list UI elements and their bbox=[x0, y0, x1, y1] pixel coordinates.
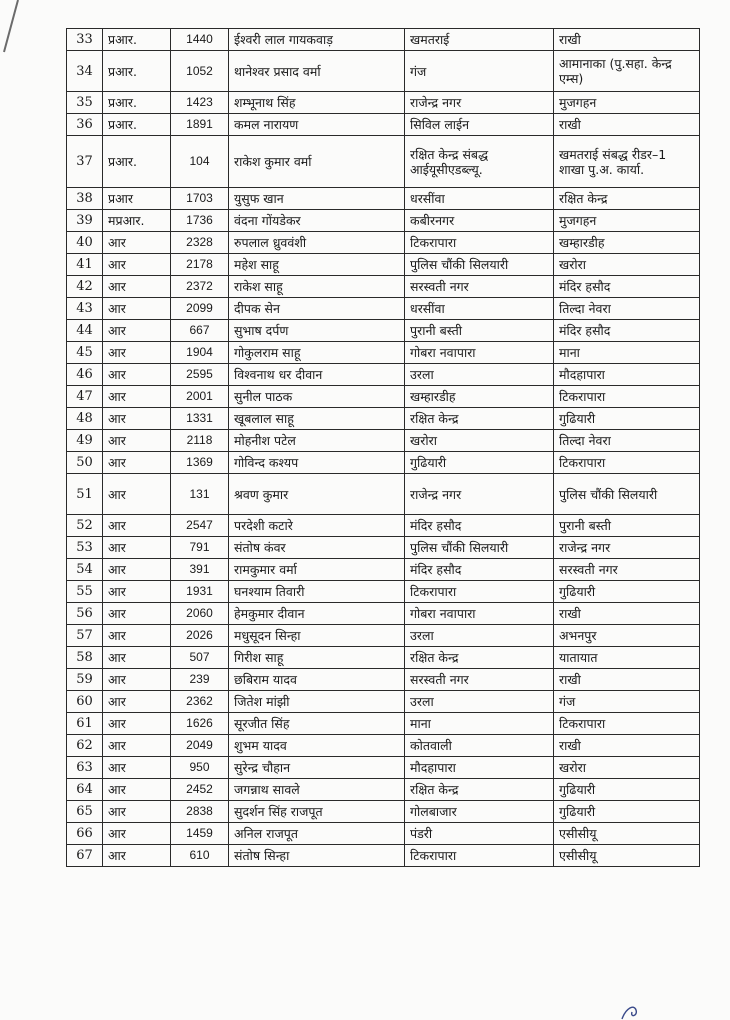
employee-name-cell: शुभम यादव bbox=[229, 735, 405, 757]
new-posting-cell: तिल्दा नेवरा bbox=[554, 430, 700, 452]
signature-mark bbox=[612, 1002, 652, 1020]
rank-cell: आर bbox=[103, 232, 171, 254]
table-row bbox=[67, 364, 700, 386]
badge-number-cell: 791 bbox=[171, 537, 229, 559]
table-row bbox=[67, 603, 700, 625]
current-posting-cell: पुरानी बस्ती bbox=[405, 320, 554, 342]
badge-number-cell: 2595 bbox=[171, 364, 229, 386]
badge-number-cell: 2060 bbox=[171, 603, 229, 625]
employee-name-cell: सूरजीत सिंह bbox=[229, 713, 405, 735]
current-posting-cell: कोतवाली bbox=[405, 735, 554, 757]
serial-number-cell: 61 bbox=[67, 713, 103, 735]
serial-number-cell: 43 bbox=[67, 298, 103, 320]
serial-number-cell: 49 bbox=[67, 430, 103, 452]
badge-number-cell: 1931 bbox=[171, 581, 229, 603]
table-row bbox=[67, 136, 700, 188]
serial-number-cell: 55 bbox=[67, 581, 103, 603]
serial-number-cell: 50 bbox=[67, 452, 103, 474]
rank-cell: आर bbox=[103, 801, 171, 823]
rank-cell: आर bbox=[103, 515, 171, 537]
serial-number-cell: 63 bbox=[67, 757, 103, 779]
rank-cell: आर bbox=[103, 474, 171, 515]
serial-number-cell: 51 bbox=[67, 474, 103, 515]
new-posting-cell: राखी bbox=[554, 114, 700, 136]
current-posting-cell: गंज bbox=[405, 51, 554, 92]
new-posting-cell: राखी bbox=[554, 29, 700, 51]
employee-name-cell: जितेश मांझी bbox=[229, 691, 405, 713]
new-posting-cell: टिकरापारा bbox=[554, 386, 700, 408]
table-row bbox=[67, 757, 700, 779]
employee-name-cell: थानेश्वर प्रसाद वर्मा bbox=[229, 51, 405, 92]
new-posting-cell: पुरानी बस्ती bbox=[554, 515, 700, 537]
badge-number-cell: 2372 bbox=[171, 276, 229, 298]
badge-number-cell: 239 bbox=[171, 669, 229, 691]
employee-name-cell: सुनील पाठक bbox=[229, 386, 405, 408]
table-row bbox=[67, 408, 700, 430]
current-posting-cell: खरोरा bbox=[405, 430, 554, 452]
table-row bbox=[67, 29, 700, 51]
new-posting-cell: अभनपुर bbox=[554, 625, 700, 647]
current-posting-cell: मंदिर हसौद bbox=[405, 559, 554, 581]
table-row bbox=[67, 537, 700, 559]
current-posting-cell: रक्षित केन्द्र bbox=[405, 408, 554, 430]
rank-cell: आर bbox=[103, 581, 171, 603]
new-posting-cell: गुढियारी bbox=[554, 581, 700, 603]
badge-number-cell: 391 bbox=[171, 559, 229, 581]
current-posting-cell: उरला bbox=[405, 364, 554, 386]
table-row bbox=[67, 581, 700, 603]
badge-number-cell: 2838 bbox=[171, 801, 229, 823]
new-posting-cell: राखी bbox=[554, 669, 700, 691]
current-posting-cell: सरस्वती नगर bbox=[405, 276, 554, 298]
transfer-roster-table bbox=[66, 28, 700, 867]
new-posting-cell: रक्षित केन्द्र bbox=[554, 188, 700, 210]
serial-number-cell: 56 bbox=[67, 603, 103, 625]
table-row bbox=[67, 779, 700, 801]
roster-body bbox=[67, 29, 700, 867]
badge-number-cell: 1331 bbox=[171, 408, 229, 430]
rank-cell: आर bbox=[103, 364, 171, 386]
table-row bbox=[67, 845, 700, 867]
rank-cell: आर bbox=[103, 603, 171, 625]
table-row bbox=[67, 823, 700, 845]
rank-cell: आर bbox=[103, 757, 171, 779]
serial-number-cell: 48 bbox=[67, 408, 103, 430]
table-row bbox=[67, 386, 700, 408]
employee-name-cell: गिरीश साहू bbox=[229, 647, 405, 669]
table-row bbox=[67, 342, 700, 364]
table-row bbox=[67, 430, 700, 452]
employee-name-cell: घनश्याम तिवारी bbox=[229, 581, 405, 603]
serial-number-cell: 62 bbox=[67, 735, 103, 757]
badge-number-cell: 1052 bbox=[171, 51, 229, 92]
serial-number-cell: 54 bbox=[67, 559, 103, 581]
current-posting-cell: कबीरनगर bbox=[405, 210, 554, 232]
rank-cell: आर bbox=[103, 669, 171, 691]
table-row bbox=[67, 559, 700, 581]
table-row bbox=[67, 647, 700, 669]
new-posting-cell: खरोरा bbox=[554, 757, 700, 779]
rank-cell: प्रआर. bbox=[103, 29, 171, 51]
employee-name-cell: महेश साहू bbox=[229, 254, 405, 276]
serial-number-cell: 41 bbox=[67, 254, 103, 276]
table-row bbox=[67, 51, 700, 92]
new-posting-cell: राजेन्द्र नगर bbox=[554, 537, 700, 559]
current-posting-cell: मौदहापारा bbox=[405, 757, 554, 779]
employee-name-cell: दीपक सेन bbox=[229, 298, 405, 320]
new-posting-cell: राखी bbox=[554, 735, 700, 757]
employee-name-cell: मोहनीश पटेल bbox=[229, 430, 405, 452]
new-posting-cell: तिल्दा नेवरा bbox=[554, 298, 700, 320]
serial-number-cell: 66 bbox=[67, 823, 103, 845]
serial-number-cell: 57 bbox=[67, 625, 103, 647]
new-posting-cell: राखी bbox=[554, 603, 700, 625]
current-posting-cell: गोलबाजार bbox=[405, 801, 554, 823]
new-posting-cell: माना bbox=[554, 342, 700, 364]
table-row bbox=[67, 298, 700, 320]
badge-number-cell: 1369 bbox=[171, 452, 229, 474]
rank-cell: प्रआर. bbox=[103, 92, 171, 114]
new-posting-cell: मौदहापारा bbox=[554, 364, 700, 386]
new-posting-cell: एसीसीयू bbox=[554, 845, 700, 867]
employee-name-cell: युसुफ खान bbox=[229, 188, 405, 210]
new-posting-cell: मुजगहन bbox=[554, 210, 700, 232]
badge-number-cell: 1440 bbox=[171, 29, 229, 51]
employee-name-cell: जगन्नाथ सावले bbox=[229, 779, 405, 801]
rank-cell: आर bbox=[103, 386, 171, 408]
current-posting-cell: गोबरा नवापारा bbox=[405, 603, 554, 625]
table-row bbox=[67, 515, 700, 537]
serial-number-cell: 34 bbox=[67, 51, 103, 92]
current-posting-cell: माना bbox=[405, 713, 554, 735]
new-posting-cell: खरोरा bbox=[554, 254, 700, 276]
table-row bbox=[67, 625, 700, 647]
new-posting-cell: गुढियारी bbox=[554, 408, 700, 430]
serial-number-cell: 40 bbox=[67, 232, 103, 254]
current-posting-cell: रक्षित केन्द्र bbox=[405, 779, 554, 801]
serial-number-cell: 58 bbox=[67, 647, 103, 669]
current-posting-cell: टिकरापारा bbox=[405, 581, 554, 603]
badge-number-cell: 950 bbox=[171, 757, 229, 779]
current-posting-cell: गुढियारी bbox=[405, 452, 554, 474]
table-row bbox=[67, 669, 700, 691]
rank-cell: प्रआर. bbox=[103, 114, 171, 136]
current-posting-cell: पुलिस चौंकी सिलयारी bbox=[405, 254, 554, 276]
table-row bbox=[67, 276, 700, 298]
current-posting-cell: मंदिर हसौद bbox=[405, 515, 554, 537]
rank-cell: आर bbox=[103, 691, 171, 713]
current-posting-cell: रक्षित केन्द्र संबद्ध आईयूसीएडब्ल्यू. bbox=[405, 136, 554, 188]
new-posting-cell: मंदिर हसौद bbox=[554, 320, 700, 342]
employee-name-cell: सुदर्शन सिंह राजपूत bbox=[229, 801, 405, 823]
serial-number-cell: 64 bbox=[67, 779, 103, 801]
serial-number-cell: 52 bbox=[67, 515, 103, 537]
serial-number-cell: 33 bbox=[67, 29, 103, 51]
page-fold-mark bbox=[0, 0, 30, 55]
serial-number-cell: 67 bbox=[67, 845, 103, 867]
employee-name-cell: संतोष कंवर bbox=[229, 537, 405, 559]
serial-number-cell: 47 bbox=[67, 386, 103, 408]
employee-name-cell: रामकुमार वर्मा bbox=[229, 559, 405, 581]
current-posting-cell: टिकरापारा bbox=[405, 845, 554, 867]
rank-cell: आर bbox=[103, 735, 171, 757]
current-posting-cell: खम्हारडीह bbox=[405, 386, 554, 408]
employee-name-cell: गोविन्द कश्यप bbox=[229, 452, 405, 474]
current-posting-cell: खमतराई bbox=[405, 29, 554, 51]
badge-number-cell: 131 bbox=[171, 474, 229, 515]
table-row bbox=[67, 188, 700, 210]
employee-name-cell: छबिराम यादव bbox=[229, 669, 405, 691]
employee-name-cell: हेमकुमार दीवान bbox=[229, 603, 405, 625]
table-row bbox=[67, 735, 700, 757]
serial-number-cell: 37 bbox=[67, 136, 103, 188]
new-posting-cell: खम्हारडीह bbox=[554, 232, 700, 254]
badge-number-cell: 2026 bbox=[171, 625, 229, 647]
new-posting-cell: मुजगहन bbox=[554, 92, 700, 114]
serial-number-cell: 60 bbox=[67, 691, 103, 713]
badge-number-cell: 104 bbox=[171, 136, 229, 188]
current-posting-cell: राजेन्द्र नगर bbox=[405, 474, 554, 515]
table-row bbox=[67, 320, 700, 342]
badge-number-cell: 2118 bbox=[171, 430, 229, 452]
serial-number-cell: 53 bbox=[67, 537, 103, 559]
new-posting-cell: एसीसीयू bbox=[554, 823, 700, 845]
current-posting-cell: सिविल लाईन bbox=[405, 114, 554, 136]
current-posting-cell: धरसींवा bbox=[405, 188, 554, 210]
rank-cell: आर bbox=[103, 559, 171, 581]
current-posting-cell: सरस्वती नगर bbox=[405, 669, 554, 691]
serial-number-cell: 42 bbox=[67, 276, 103, 298]
employee-name-cell: राकेश कुमार वर्मा bbox=[229, 136, 405, 188]
employee-name-cell: राकेश साहू bbox=[229, 276, 405, 298]
badge-number-cell: 507 bbox=[171, 647, 229, 669]
badge-number-cell: 1423 bbox=[171, 92, 229, 114]
table-row bbox=[67, 114, 700, 136]
rank-cell: आर bbox=[103, 845, 171, 867]
current-posting-cell: उरला bbox=[405, 625, 554, 647]
employee-name-cell: विश्वनाथ धर दीवान bbox=[229, 364, 405, 386]
employee-name-cell: सुरेन्द्र चौहान bbox=[229, 757, 405, 779]
badge-number-cell: 2362 bbox=[171, 691, 229, 713]
employee-name-cell: अनिल राजपूत bbox=[229, 823, 405, 845]
badge-number-cell: 2099 bbox=[171, 298, 229, 320]
table-row bbox=[67, 801, 700, 823]
table-row bbox=[67, 254, 700, 276]
employee-name-cell: संतोष सिन्हा bbox=[229, 845, 405, 867]
badge-number-cell: 1626 bbox=[171, 713, 229, 735]
rank-cell: आर bbox=[103, 254, 171, 276]
current-posting-cell: पुलिस चौंकी सिलयारी bbox=[405, 537, 554, 559]
employee-name-cell: परदेशी कटारे bbox=[229, 515, 405, 537]
new-posting-cell: गंज bbox=[554, 691, 700, 713]
employee-name-cell: वंदना गोंयडेकर bbox=[229, 210, 405, 232]
table-row bbox=[67, 452, 700, 474]
rank-cell: आर bbox=[103, 408, 171, 430]
new-posting-cell: सरस्वती नगर bbox=[554, 559, 700, 581]
badge-number-cell: 1904 bbox=[171, 342, 229, 364]
serial-number-cell: 38 bbox=[67, 188, 103, 210]
rank-cell: प्रआर. bbox=[103, 136, 171, 188]
employee-name-cell: श्रवण कुमार bbox=[229, 474, 405, 515]
employee-name-cell: खूबलाल साहू bbox=[229, 408, 405, 430]
badge-number-cell: 2452 bbox=[171, 779, 229, 801]
new-posting-cell: आमानाका (पु.सहा. केन्द्र एम्स) bbox=[554, 51, 700, 92]
rank-cell: आर bbox=[103, 276, 171, 298]
rank-cell: प्रआर. bbox=[103, 51, 171, 92]
new-posting-cell: खमतराई संबद्ध रीडर–1 शाखा पु.अ. कार्या. bbox=[554, 136, 700, 188]
employee-name-cell: सुभाष दर्पण bbox=[229, 320, 405, 342]
table-row bbox=[67, 210, 700, 232]
badge-number-cell: 1891 bbox=[171, 114, 229, 136]
table-row bbox=[67, 713, 700, 735]
rank-cell: आर bbox=[103, 452, 171, 474]
rank-cell: आर bbox=[103, 537, 171, 559]
current-posting-cell: राजेन्द्र नगर bbox=[405, 92, 554, 114]
employee-name-cell: शम्भूनाथ सिंह bbox=[229, 92, 405, 114]
new-posting-cell: टिकरापारा bbox=[554, 452, 700, 474]
badge-number-cell: 2049 bbox=[171, 735, 229, 757]
serial-number-cell: 65 bbox=[67, 801, 103, 823]
current-posting-cell: धरसींवा bbox=[405, 298, 554, 320]
serial-number-cell: 44 bbox=[67, 320, 103, 342]
rank-cell: आर bbox=[103, 342, 171, 364]
current-posting-cell: रक्षित केन्द्र bbox=[405, 647, 554, 669]
badge-number-cell: 2328 bbox=[171, 232, 229, 254]
badge-number-cell: 610 bbox=[171, 845, 229, 867]
rank-cell: आर bbox=[103, 647, 171, 669]
new-posting-cell: गुढियारी bbox=[554, 779, 700, 801]
serial-number-cell: 39 bbox=[67, 210, 103, 232]
current-posting-cell: टिकरापारा bbox=[405, 232, 554, 254]
current-posting-cell: पंडरी bbox=[405, 823, 554, 845]
rank-cell: मप्रआर. bbox=[103, 210, 171, 232]
employee-name-cell: कमल नारायण bbox=[229, 114, 405, 136]
rank-cell: आर bbox=[103, 625, 171, 647]
serial-number-cell: 36 bbox=[67, 114, 103, 136]
rank-cell: आर bbox=[103, 779, 171, 801]
new-posting-cell: गुढियारी bbox=[554, 801, 700, 823]
table-row bbox=[67, 232, 700, 254]
new-posting-cell: टिकरापारा bbox=[554, 713, 700, 735]
badge-number-cell: 1736 bbox=[171, 210, 229, 232]
new-posting-cell: यातायात bbox=[554, 647, 700, 669]
badge-number-cell: 1703 bbox=[171, 188, 229, 210]
badge-number-cell: 2178 bbox=[171, 254, 229, 276]
table-row bbox=[67, 474, 700, 515]
rank-cell: आर bbox=[103, 713, 171, 735]
table-row bbox=[67, 691, 700, 713]
badge-number-cell: 2547 bbox=[171, 515, 229, 537]
rank-cell: आर bbox=[103, 823, 171, 845]
badge-number-cell: 2001 bbox=[171, 386, 229, 408]
serial-number-cell: 45 bbox=[67, 342, 103, 364]
rank-cell: आर bbox=[103, 298, 171, 320]
current-posting-cell: गोबरा नवापारा bbox=[405, 342, 554, 364]
serial-number-cell: 59 bbox=[67, 669, 103, 691]
employee-name-cell: रुपलाल ध्रुववंशी bbox=[229, 232, 405, 254]
rank-cell: प्रआर bbox=[103, 188, 171, 210]
new-posting-cell: पुलिस चौंकी सिलयारी bbox=[554, 474, 700, 515]
rank-cell: आर bbox=[103, 430, 171, 452]
badge-number-cell: 1459 bbox=[171, 823, 229, 845]
employee-name-cell: गोकुलराम साहू bbox=[229, 342, 405, 364]
rank-cell: आर bbox=[103, 320, 171, 342]
employee-name-cell: मधुसूदन सिन्हा bbox=[229, 625, 405, 647]
badge-number-cell: 667 bbox=[171, 320, 229, 342]
table-row bbox=[67, 92, 700, 114]
employee-name-cell: ईश्वरी लाल गायकवाड़ bbox=[229, 29, 405, 51]
current-posting-cell: उरला bbox=[405, 691, 554, 713]
serial-number-cell: 35 bbox=[67, 92, 103, 114]
new-posting-cell: मंदिर हसौद bbox=[554, 276, 700, 298]
serial-number-cell: 46 bbox=[67, 364, 103, 386]
